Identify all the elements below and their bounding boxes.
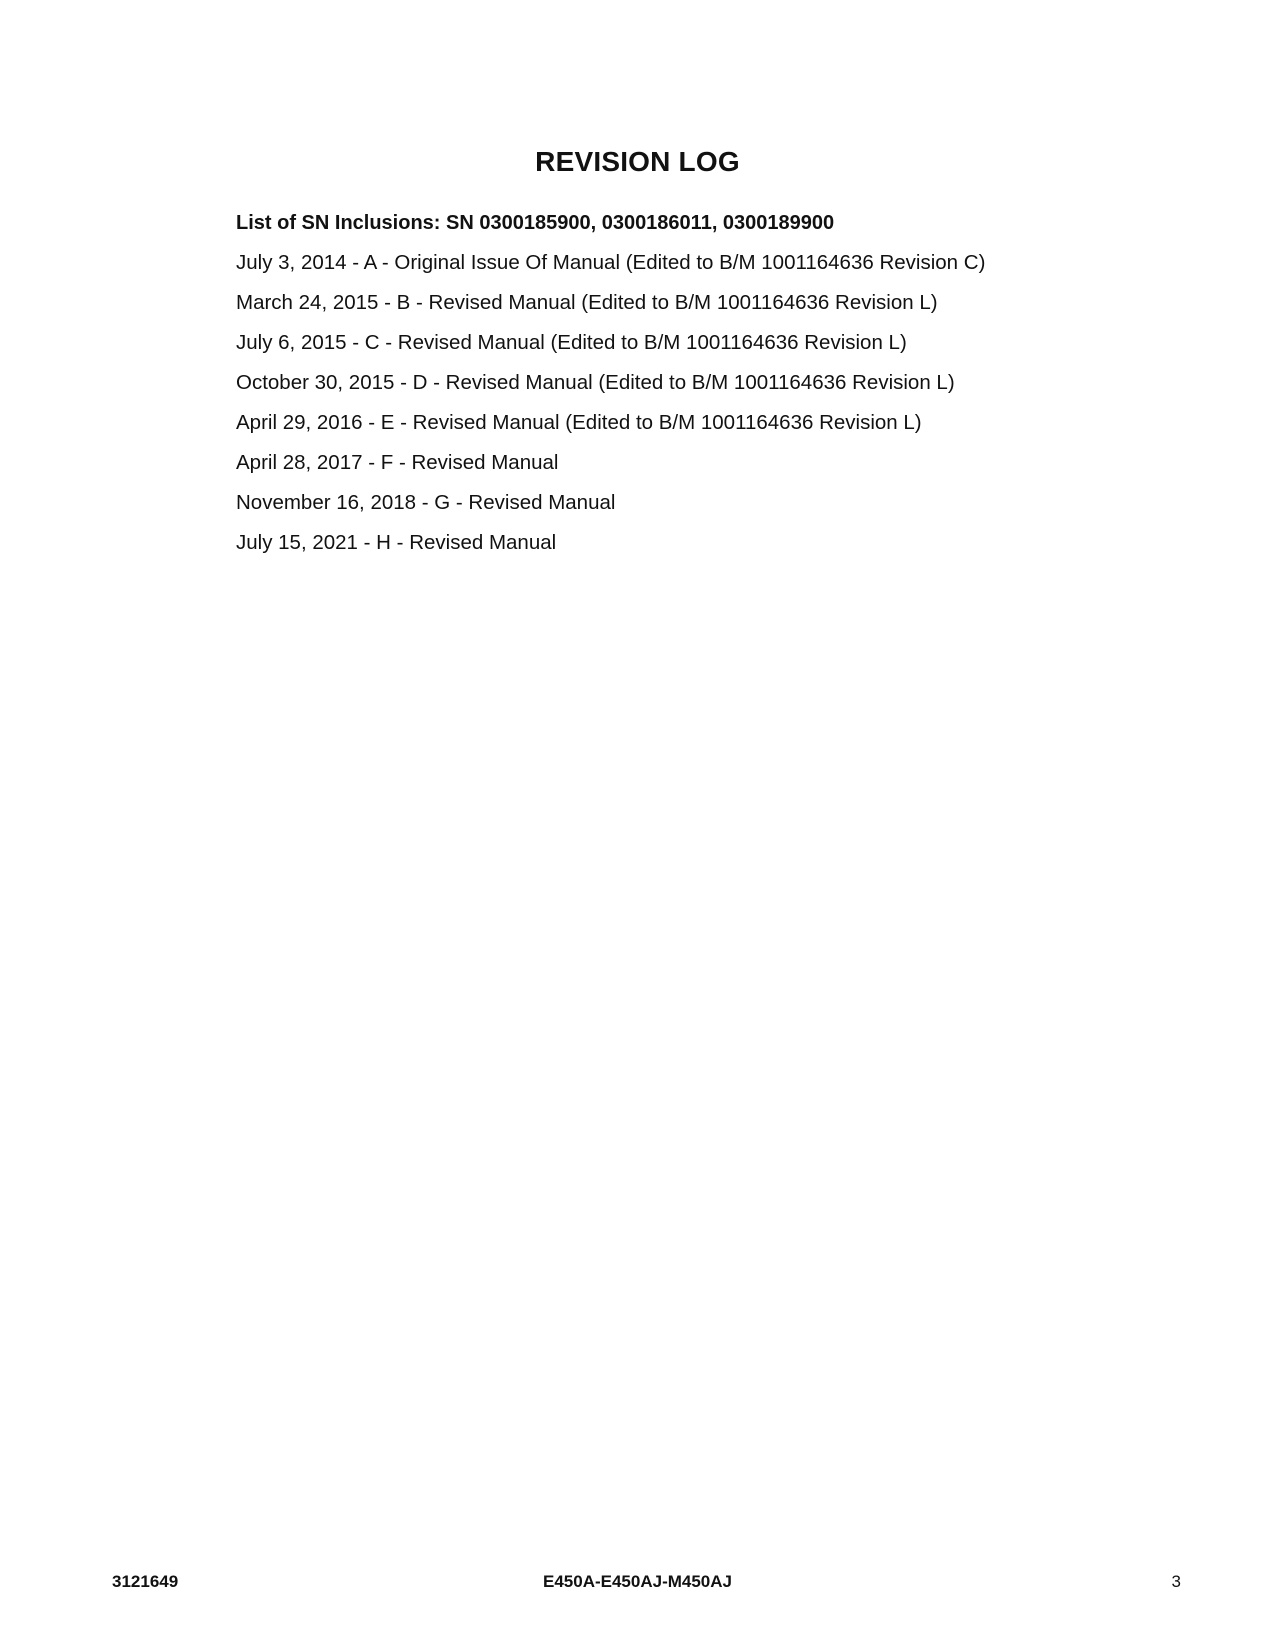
revision-entry: July 15, 2021 - H - Revised Manual	[236, 531, 557, 554]
revision-entry: March 24, 2015 - B - Revised Manual (Edited to B/M 1001164636 Revision L)	[236, 291, 938, 314]
revision-entry: July 3, 2014 - A - Original Issue Of Manual (Edited to B/M 1001164636 Revision C)	[236, 251, 986, 274]
page-footer	[0, 1572, 1275, 1596]
revision-entry: April 29, 2016 - E - Revised Manual (Edited to B/M 1001164636 Revision L)	[236, 411, 922, 434]
page-title: REVISION LOG	[535, 146, 740, 177]
revision-entry: October 30, 2015 - D - Revised Manual (Edited to B/M 1001164636 Revision L)	[236, 371, 955, 394]
revision-entry: November 16, 2018 - G - Revised Manual	[236, 491, 616, 514]
sn-inclusions: List of SN Inclusions: SN 0300185900, 0300186011, 0300189900	[236, 212, 835, 234]
footer-page-number: 3	[1171, 1572, 1181, 1591]
revision-entry: July 6, 2015 - C - Revised Manual (Edited to B/M 1001164636 Revision L)	[236, 331, 907, 354]
footer-model: E450A-E450AJ-M450AJ	[543, 1572, 732, 1591]
revision-entry: April 28, 2017 - F - Revised Manual	[236, 451, 559, 474]
footer-document-number: 3121649	[112, 1572, 179, 1591]
revision-log-content	[236, 210, 1136, 570]
revision-list	[236, 250, 1136, 556]
